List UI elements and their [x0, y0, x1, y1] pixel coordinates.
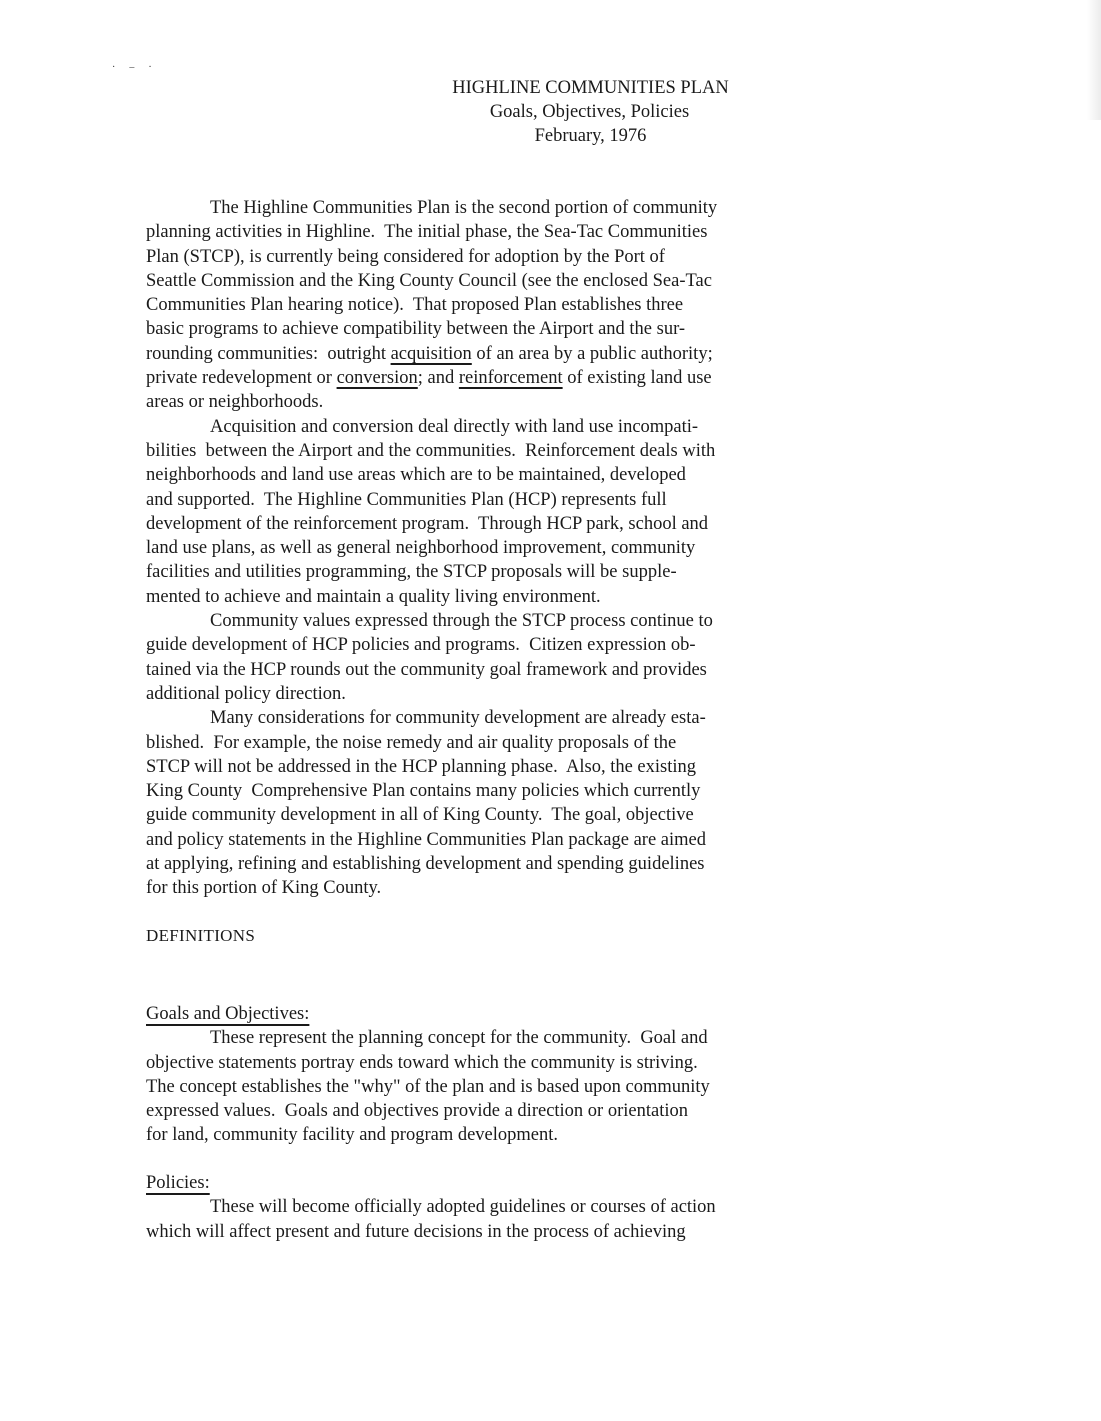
paragraph-3	[146, 609, 926, 706]
document-subtitle: Goals, Objectives, Policies	[489, 102, 690, 122]
text-fragment: of existing land use	[562, 368, 712, 389]
document-header	[0, 76, 1101, 148]
goals-objectives-section	[146, 1002, 926, 1148]
text-line: objective statements portray ends toward which the community is striving.	[146, 1052, 698, 1073]
text-line: additional policy direction.	[146, 683, 346, 704]
text-line: Acquisition and conversion deal directly with land use incompati-	[210, 416, 699, 437]
document-date: February, 1976	[534, 126, 647, 146]
paragraph-4	[146, 706, 926, 900]
text-line: which will affect present and future decisions in the process of achieving	[146, 1221, 686, 1242]
text-line: King County Comprehensive Plan contains many policies which currently	[146, 781, 701, 802]
text-line: mented to achieve and maintain a quality living environment.	[146, 586, 601, 607]
text-line: Plan (STCP), is currently being considered for adoption by the Port of	[146, 246, 665, 267]
policies-paragraph	[146, 1195, 926, 1244]
text-line: tained via the HCP rounds out the community goal framework and provides	[146, 659, 707, 680]
text-line: These represent the planning concept for the community. Goal and	[210, 1028, 708, 1049]
underlined-term-conversion: conversion	[336, 368, 418, 389]
text-fragment: ; and	[417, 368, 459, 389]
goals-objectives-paragraph	[146, 1026, 926, 1147]
text-line: neighborhoods and land use areas which are to be maintained, developed	[146, 465, 686, 486]
text-line: basic programs to achieve compatibility between the Airport and the sur-	[146, 319, 686, 340]
text-fragment: private redevelopment or	[146, 368, 337, 389]
underlined-term-reinforcement: reinforcement	[458, 368, 563, 389]
text-fragment: rounding communities: outright	[146, 343, 391, 364]
paragraph-2	[146, 415, 926, 609]
text-line	[146, 342, 926, 366]
text-line	[146, 366, 926, 390]
definitions-heading: DEFINITIONS	[146, 926, 256, 945]
text-line: blished. For example, the noise remedy and air quality proposals of the	[146, 732, 677, 753]
text-line: These will become officially adopted guidelines or courses of action	[210, 1197, 716, 1218]
intro-body	[146, 196, 926, 901]
text-line: for this portion of King County.	[146, 878, 382, 899]
text-line: planning activities in Highline. The initial phase, the Sea-Tac Communities	[146, 222, 708, 243]
text-line: Many considerations for community development are already esta-	[210, 708, 706, 729]
text-line: and supported. The Highline Communities Plan (HCP) represents full	[146, 489, 667, 510]
text-line: bilities between the Airport and the communities. Reinforcement deals with	[146, 440, 716, 461]
text-line: The concept establishes the "why" of the plan and is based upon community	[146, 1076, 710, 1097]
text-line: The Highline Communities Plan is the second portion of community	[210, 198, 718, 218]
text-line: development of the reinforcement program. Through HCP park, school and	[146, 513, 709, 534]
text-line: and policy statements in the Highline Communities Plan package are aimed	[146, 829, 706, 850]
scan-specks: ·–·	[112, 62, 166, 73]
goals-objectives-heading: Goals and Objectives:	[146, 1004, 310, 1024]
text-line: Communities Plan hearing notice). That proposed Plan establishes three	[146, 295, 684, 316]
text-line: Seattle Commission and the King County Council (see the enclosed Sea-Tac	[146, 270, 712, 291]
text-line: facilities and utilities programming, the STCP proposals will be supple-	[146, 562, 677, 583]
text-line: STCP will not be addressed in the HCP planning phase. Also, the existing	[146, 756, 696, 777]
text-line: expressed values. Goals and objectives provide a direction or orientation	[146, 1101, 688, 1122]
text-line: land use plans, as well as general neighborhood improvement, community	[146, 538, 696, 559]
policies-section	[146, 1171, 926, 1244]
document-title: HIGHLINE COMMUNITIES PLAN	[452, 78, 729, 98]
text-line: Community values expressed through the STCP process continue to	[210, 611, 713, 632]
policies-heading: Policies:	[146, 1173, 210, 1193]
text-line: guide community development in all of King County. The goal, objective	[146, 805, 694, 826]
text-line: for land, community facility and program development.	[146, 1125, 559, 1146]
underlined-term-acquisition: acquisition	[390, 343, 472, 364]
text-line: areas or neighborhoods.	[146, 392, 324, 413]
paragraph-1	[146, 196, 926, 415]
text-fragment: of an area by a public authority;	[471, 343, 713, 364]
text-line: guide development of HCP policies and programs. Citizen expression ob-	[146, 635, 696, 656]
text-line: at applying, refining and establishing development and spending guidelines	[146, 854, 705, 875]
